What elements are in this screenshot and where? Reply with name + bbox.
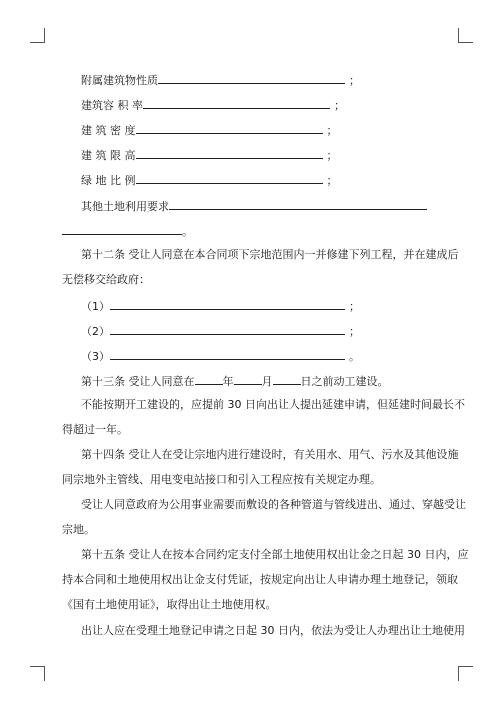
field-label: 绿 地 比 例 xyxy=(81,174,136,187)
article-14-para-2-line-1: 受让人同意政府为公用事业需要而敷设的各种管道与管线进出、通过、穿越受让 xyxy=(81,498,466,511)
fill-blank xyxy=(136,172,323,184)
field-row: 建 筑 限 高 ； xyxy=(81,149,338,162)
field-row: 绿 地 比 例 ； xyxy=(81,174,338,187)
day-blank xyxy=(273,373,301,385)
month-blank xyxy=(234,373,262,385)
article-14-line-1: 第十四条 受让人在受让宗地内进行建设时，有关用水、用气、污水及其他设施 xyxy=(81,448,459,461)
project-item: （1） ； xyxy=(81,300,360,313)
article-13-line-1: 第十三条 受让人同意在 年 月 日之前动工建设。 xyxy=(81,375,389,388)
fill-blank xyxy=(110,323,345,335)
fill-blank xyxy=(110,298,345,310)
article-15-line-3: 《国有土地使用证》，取得出让土地使用权。 xyxy=(62,598,277,611)
article-12-line-1: 第十二条 受让人同意在本合同项下宗地范围内一并修建下列工程，并在建成后 xyxy=(81,248,459,261)
fill-blank xyxy=(62,223,182,235)
article-15-line-2: 持本合同和土地使用权出让金支付凭证，按规定向出让人申请办理土地登记，领取 xyxy=(62,573,458,586)
article-14-para-2-line-2: 宗地。 xyxy=(62,523,95,536)
fill-blank xyxy=(136,122,323,134)
field-row xyxy=(81,198,427,214)
crop-mark-bottom-left xyxy=(30,666,45,681)
fill-blank xyxy=(143,97,330,109)
field-row: 建 筑 密 度 ； xyxy=(81,124,338,137)
article-15-para-2-line-1: 出让人应在受理土地登记申请之日起 30 日内，依法为受让人办理出让土地使用 xyxy=(81,624,465,637)
year-blank xyxy=(195,373,223,385)
field-label: 附属建筑物性质 xyxy=(81,74,158,87)
article-15-line-1: 第十五条 受让人在按本合同约定支付全部土地使用权出让金之日起 30 日内，应 xyxy=(81,548,469,561)
fill-blank xyxy=(110,348,345,360)
project-item: （2） ； xyxy=(81,325,360,338)
article-12-line-2: 无偿移交给政府： xyxy=(62,273,150,286)
crop-mark-top-left xyxy=(30,28,45,43)
fill-blank xyxy=(158,72,345,84)
field-label: 建 筑 限 高 xyxy=(81,149,136,162)
article-13-para-2-line-1: 不能按期开工建设的，应提前 30 日向出让人提出延建申请，但延建时间最长不 xyxy=(81,398,465,411)
field-continuation: 。 xyxy=(62,223,193,239)
fill-blank xyxy=(136,147,323,159)
field-label: 建筑容 积 率 xyxy=(81,99,143,112)
project-item: （3） 。 xyxy=(81,350,360,363)
field-label: 其他土地利用要求 xyxy=(81,200,169,213)
article-14-line-2: 同宗地外主管线、用电变电站接口和引入工程应按有关规定办理。 xyxy=(62,473,381,486)
article-13-para-2-line-2: 得超过一年。 xyxy=(62,423,128,436)
fill-blank xyxy=(169,198,427,210)
crop-mark-top-right xyxy=(458,28,473,43)
field-row: 建筑容 积 率 ； xyxy=(81,99,345,112)
field-row: 附属建筑物性质 ； xyxy=(81,74,360,87)
field-label: 建 筑 密 度 xyxy=(81,124,136,137)
crop-mark-bottom-right xyxy=(458,666,473,681)
